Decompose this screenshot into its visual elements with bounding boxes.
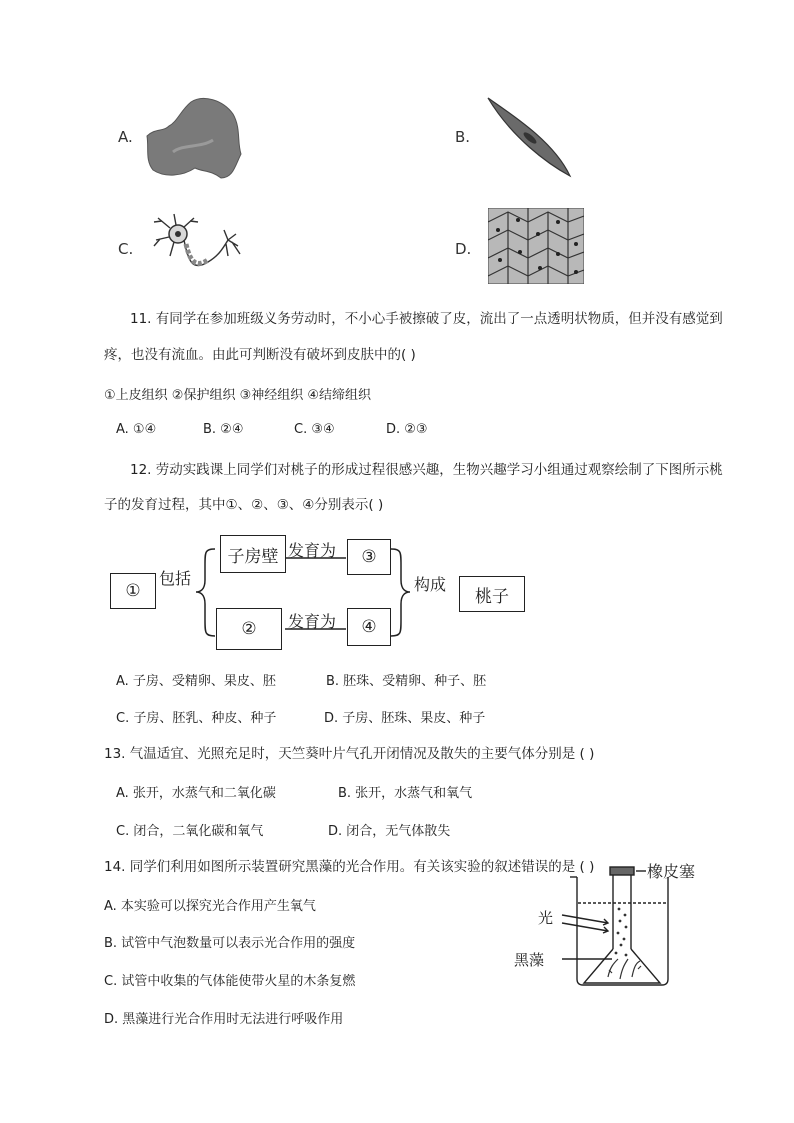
q11-option-c[interactable]: C. ③④ [294, 422, 335, 437]
flow-box-peach: 桃子 [459, 576, 525, 612]
q13-option-d[interactable]: D. 闭合，无气体散失 [328, 824, 451, 839]
flow-box-2: ② [216, 608, 282, 650]
q14-option-d[interactable]: D. 黑藻进行光合作用时无法进行呼吸作用 [104, 1012, 344, 1027]
flow-box-3: ③ [347, 539, 391, 575]
apparatus-diagram [500, 855, 710, 995]
algae-label: 黑藻 [514, 951, 545, 969]
q14-line1: 14. 同学们利用如图所示装置研究黑藻的光合作用。有关该实验的叙述错误的是 ( ) [104, 859, 595, 875]
q13-option-a[interactable]: A. 张开，水蒸气和二氧化碳 [116, 786, 276, 801]
flow-develop-2: 发育为 [288, 612, 337, 631]
flow-include: 包括 [159, 569, 192, 588]
q13-option-c[interactable]: C. 闭合，二氧化碳和氧气 [116, 824, 264, 839]
q14-option-b[interactable]: B. 试管中气泡数量可以表示光合作用的强度 [104, 936, 356, 951]
flow-develop-1: 发育为 [288, 541, 337, 560]
option-d-letter: D. [455, 240, 472, 258]
q11-line1: 11. 有同学在参加班级义务劳动时，不小心手被擦破了皮，流出了一点透明状物质，但并没有感觉到 [130, 311, 723, 327]
stopper-label: 橡皮塞 [647, 862, 696, 881]
q14-option-a[interactable]: A. 本实验可以探究光合作用产生氧气 [104, 899, 316, 914]
q12-line2: 子的发育过程，其中①、②、③、④分别表示( ) [104, 497, 384, 513]
option-b-letter: B. [455, 128, 471, 146]
q11-option-d[interactable]: D. ②③ [386, 422, 428, 437]
q12-option-d[interactable]: D. 子房、胚珠、果皮、种子 [324, 711, 486, 726]
q11-option-a[interactable]: A. ①④ [116, 422, 157, 437]
flow-box-4: ④ [347, 608, 391, 646]
light-label: 光 [538, 909, 554, 927]
q14-option-c[interactable]: C. 试管中收集的气体能使带火星的木条复燃 [104, 974, 356, 989]
flow-form: 构成 [414, 575, 447, 594]
q12-option-a[interactable]: A. 子房、受精卵、果皮、胚 [116, 674, 276, 689]
q11-option-b[interactable]: B. ②④ [203, 422, 244, 437]
q12-option-c[interactable]: C. 子房、胚乳、种皮、种子 [116, 711, 277, 726]
q12-option-b[interactable]: B. 胚珠、受精卵、种子、胚 [326, 674, 487, 689]
flow-box-1: ① [110, 573, 156, 609]
q13-option-b[interactable]: B. 张开，水蒸气和氧气 [338, 786, 473, 801]
q12-line1: 12. 劳动实践课上同学们对桃子的形成过程很感兴趣，生物兴趣学习小组通过观察绘制了下图所示桃 [130, 462, 723, 478]
q13-line1: 13. 气温适宜、光照充足时，天竺葵叶片气孔开闭情况及散失的主要气体分别是 ( ) [104, 746, 595, 762]
q11-line2: 疼，也没有流血。由此可判断没有破坏到皮肤中的( ) [104, 347, 416, 363]
flow-box-ovary-wall: 子房壁 [220, 535, 286, 573]
q11-items: ①上皮组织 ②保护组织 ③神经组织 ④结缔组织 [104, 388, 372, 403]
option-c-letter: C. [118, 240, 134, 258]
option-a-letter: A. [118, 128, 133, 146]
